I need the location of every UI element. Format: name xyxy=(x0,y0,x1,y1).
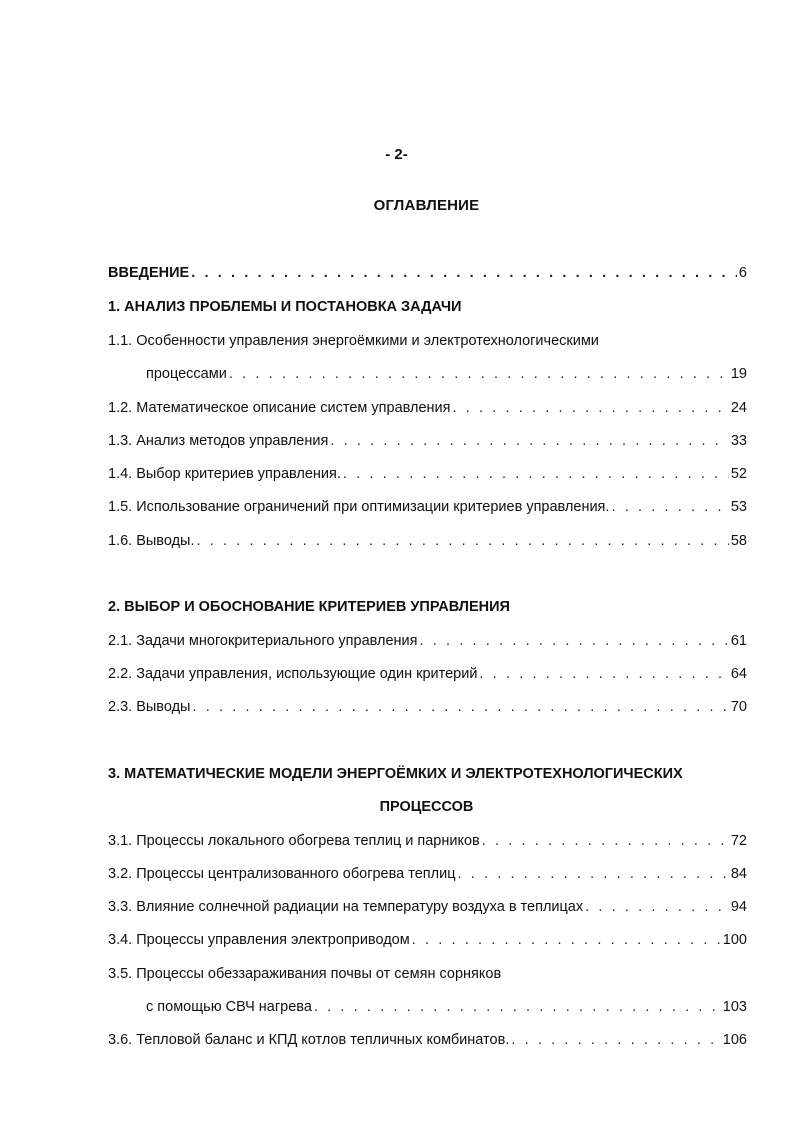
chapter-3-heading-line1[interactable]: 3. МАТЕМАТИЧЕСКИЕ МОДЕЛИ ЭНЕРГОЁМКИХ И ЭЛЕКТРОТЕХНОЛОГИЧЕСКИХ xyxy=(108,766,683,782)
dot-leader xyxy=(229,364,729,384)
toc-entry-3-5-line1[interactable]: 3.5. Процессы обеззараживания почвы от семян сорняков xyxy=(108,966,502,982)
toc-entry-label: 1.6. Выводы. xyxy=(108,533,195,549)
dot-leader xyxy=(412,930,721,950)
dot-leader xyxy=(314,997,721,1017)
dot-leader xyxy=(585,897,729,917)
toc-entry-label: 3.2. Процессы централизованного обогрева теплиц xyxy=(108,866,456,882)
toc-entry-page: 94 xyxy=(730,899,747,915)
chapter-3-heading-line2[interactable]: ПРОЦЕССОВ xyxy=(379,799,474,815)
toc-entry-label: ВВЕДЕНИЕ xyxy=(108,265,190,281)
toc-entry-label: 3.1. Процессы локального обогрева теплиц и парников xyxy=(108,833,480,849)
toc-entry-page: 53 xyxy=(730,499,747,515)
toc-entry-page: 72 xyxy=(730,833,747,849)
toc-entry-label: 1.2. Математическое описание систем управления xyxy=(108,400,451,416)
toc-entry-page: 58 xyxy=(730,533,747,549)
toc-entry-page: 84 xyxy=(730,866,747,882)
toc-entry-1-5[interactable] xyxy=(108,497,747,517)
toc-entry-page: 64 xyxy=(730,666,747,682)
toc-entry-label: 1.3. Анализ методов управления xyxy=(108,433,329,449)
dot-leader xyxy=(330,431,729,451)
page-number: - 2- xyxy=(385,146,408,163)
toc-title: ОГЛАВЛЕНИЕ xyxy=(373,197,480,214)
dot-leader xyxy=(420,631,729,651)
toc-entry-2-2[interactable] xyxy=(108,664,747,684)
toc-entry-3-6[interactable] xyxy=(108,1030,747,1050)
toc-entry-3-5[interactable] xyxy=(146,997,747,1017)
toc-entry-label: 2.2. Задачи управления, использующие один критерий xyxy=(108,666,478,682)
toc-entry-page: 52 xyxy=(730,466,747,482)
toc-entry-2-3[interactable] xyxy=(108,697,747,717)
toc-entry-page: 100 xyxy=(722,932,747,948)
toc-entry-page: 19 xyxy=(730,366,747,382)
toc-entry-3-3[interactable] xyxy=(108,897,747,917)
dot-leader xyxy=(197,531,729,551)
toc-entry-label: 2.1. Задачи многокритериального управления xyxy=(108,633,418,649)
toc-entry-page: 6 xyxy=(738,265,747,281)
toc-entry-1-3[interactable] xyxy=(108,431,747,451)
toc-entry-3-2[interactable] xyxy=(108,864,747,884)
toc-entry-intro[interactable] xyxy=(108,263,747,283)
toc-entry-page: 61 xyxy=(730,633,747,649)
toc-entry-3-4[interactable] xyxy=(108,930,747,950)
toc-entry-1-4[interactable] xyxy=(108,464,747,484)
toc-entry-label: 3.3. Влияние солнечной радиации на температуру воздуха в теплицах xyxy=(108,899,584,915)
toc-entry-label: 3.4. Процессы управления электроприводом xyxy=(108,932,410,948)
dot-leader xyxy=(458,864,729,884)
toc-entry-label: 1.4. Выбор критериев управления. xyxy=(108,466,341,482)
toc-entry-page: 24 xyxy=(730,400,747,416)
toc-entry-label: с помощью СВЧ нагрева xyxy=(146,999,312,1015)
toc-entry-page: 33 xyxy=(730,433,747,449)
toc-entry-1-6[interactable] xyxy=(108,531,747,551)
toc-entry-label: процессами xyxy=(146,366,227,382)
dot-leader xyxy=(191,263,737,283)
dot-leader xyxy=(482,831,729,851)
dot-leader xyxy=(453,398,729,418)
dot-leader xyxy=(192,697,728,717)
toc-entry-page: 70 xyxy=(730,699,747,715)
dot-leader xyxy=(343,464,729,484)
toc-entry-3-1[interactable] xyxy=(108,831,747,851)
dot-leader xyxy=(611,497,728,517)
toc-entry-1-2[interactable] xyxy=(108,398,747,418)
chapter-2-heading[interactable]: 2. ВЫБОР И ОБОСНОВАНИЕ КРИТЕРИЕВ УПРАВЛЕНИЯ xyxy=(108,599,510,615)
dot-leader xyxy=(479,664,728,684)
toc-entry-2-1[interactable] xyxy=(108,631,747,651)
dot-leader xyxy=(511,1030,720,1050)
toc-entry-page: 106 xyxy=(722,1032,747,1048)
toc-entry-page: 103 xyxy=(722,999,747,1015)
toc-entry-1-1-line1[interactable]: 1.1. Особенности управления энергоёмкими и электротехнологическими xyxy=(108,333,599,349)
toc-entry-1-1[interactable] xyxy=(146,364,747,384)
chapter-1-heading[interactable]: 1. АНАЛИЗ ПРОБЛЕМЫ И ПОСТАНОВКА ЗАДАЧИ xyxy=(108,299,462,315)
toc-entry-label: 3.6. Тепловой баланс и КПД котлов тепличных комбинатов. xyxy=(108,1032,510,1048)
toc-entry-label: 2.3. Выводы xyxy=(108,699,191,715)
toc-entry-label: 1.5. Использование ограничений при оптимизации критериев управления. xyxy=(108,499,610,515)
